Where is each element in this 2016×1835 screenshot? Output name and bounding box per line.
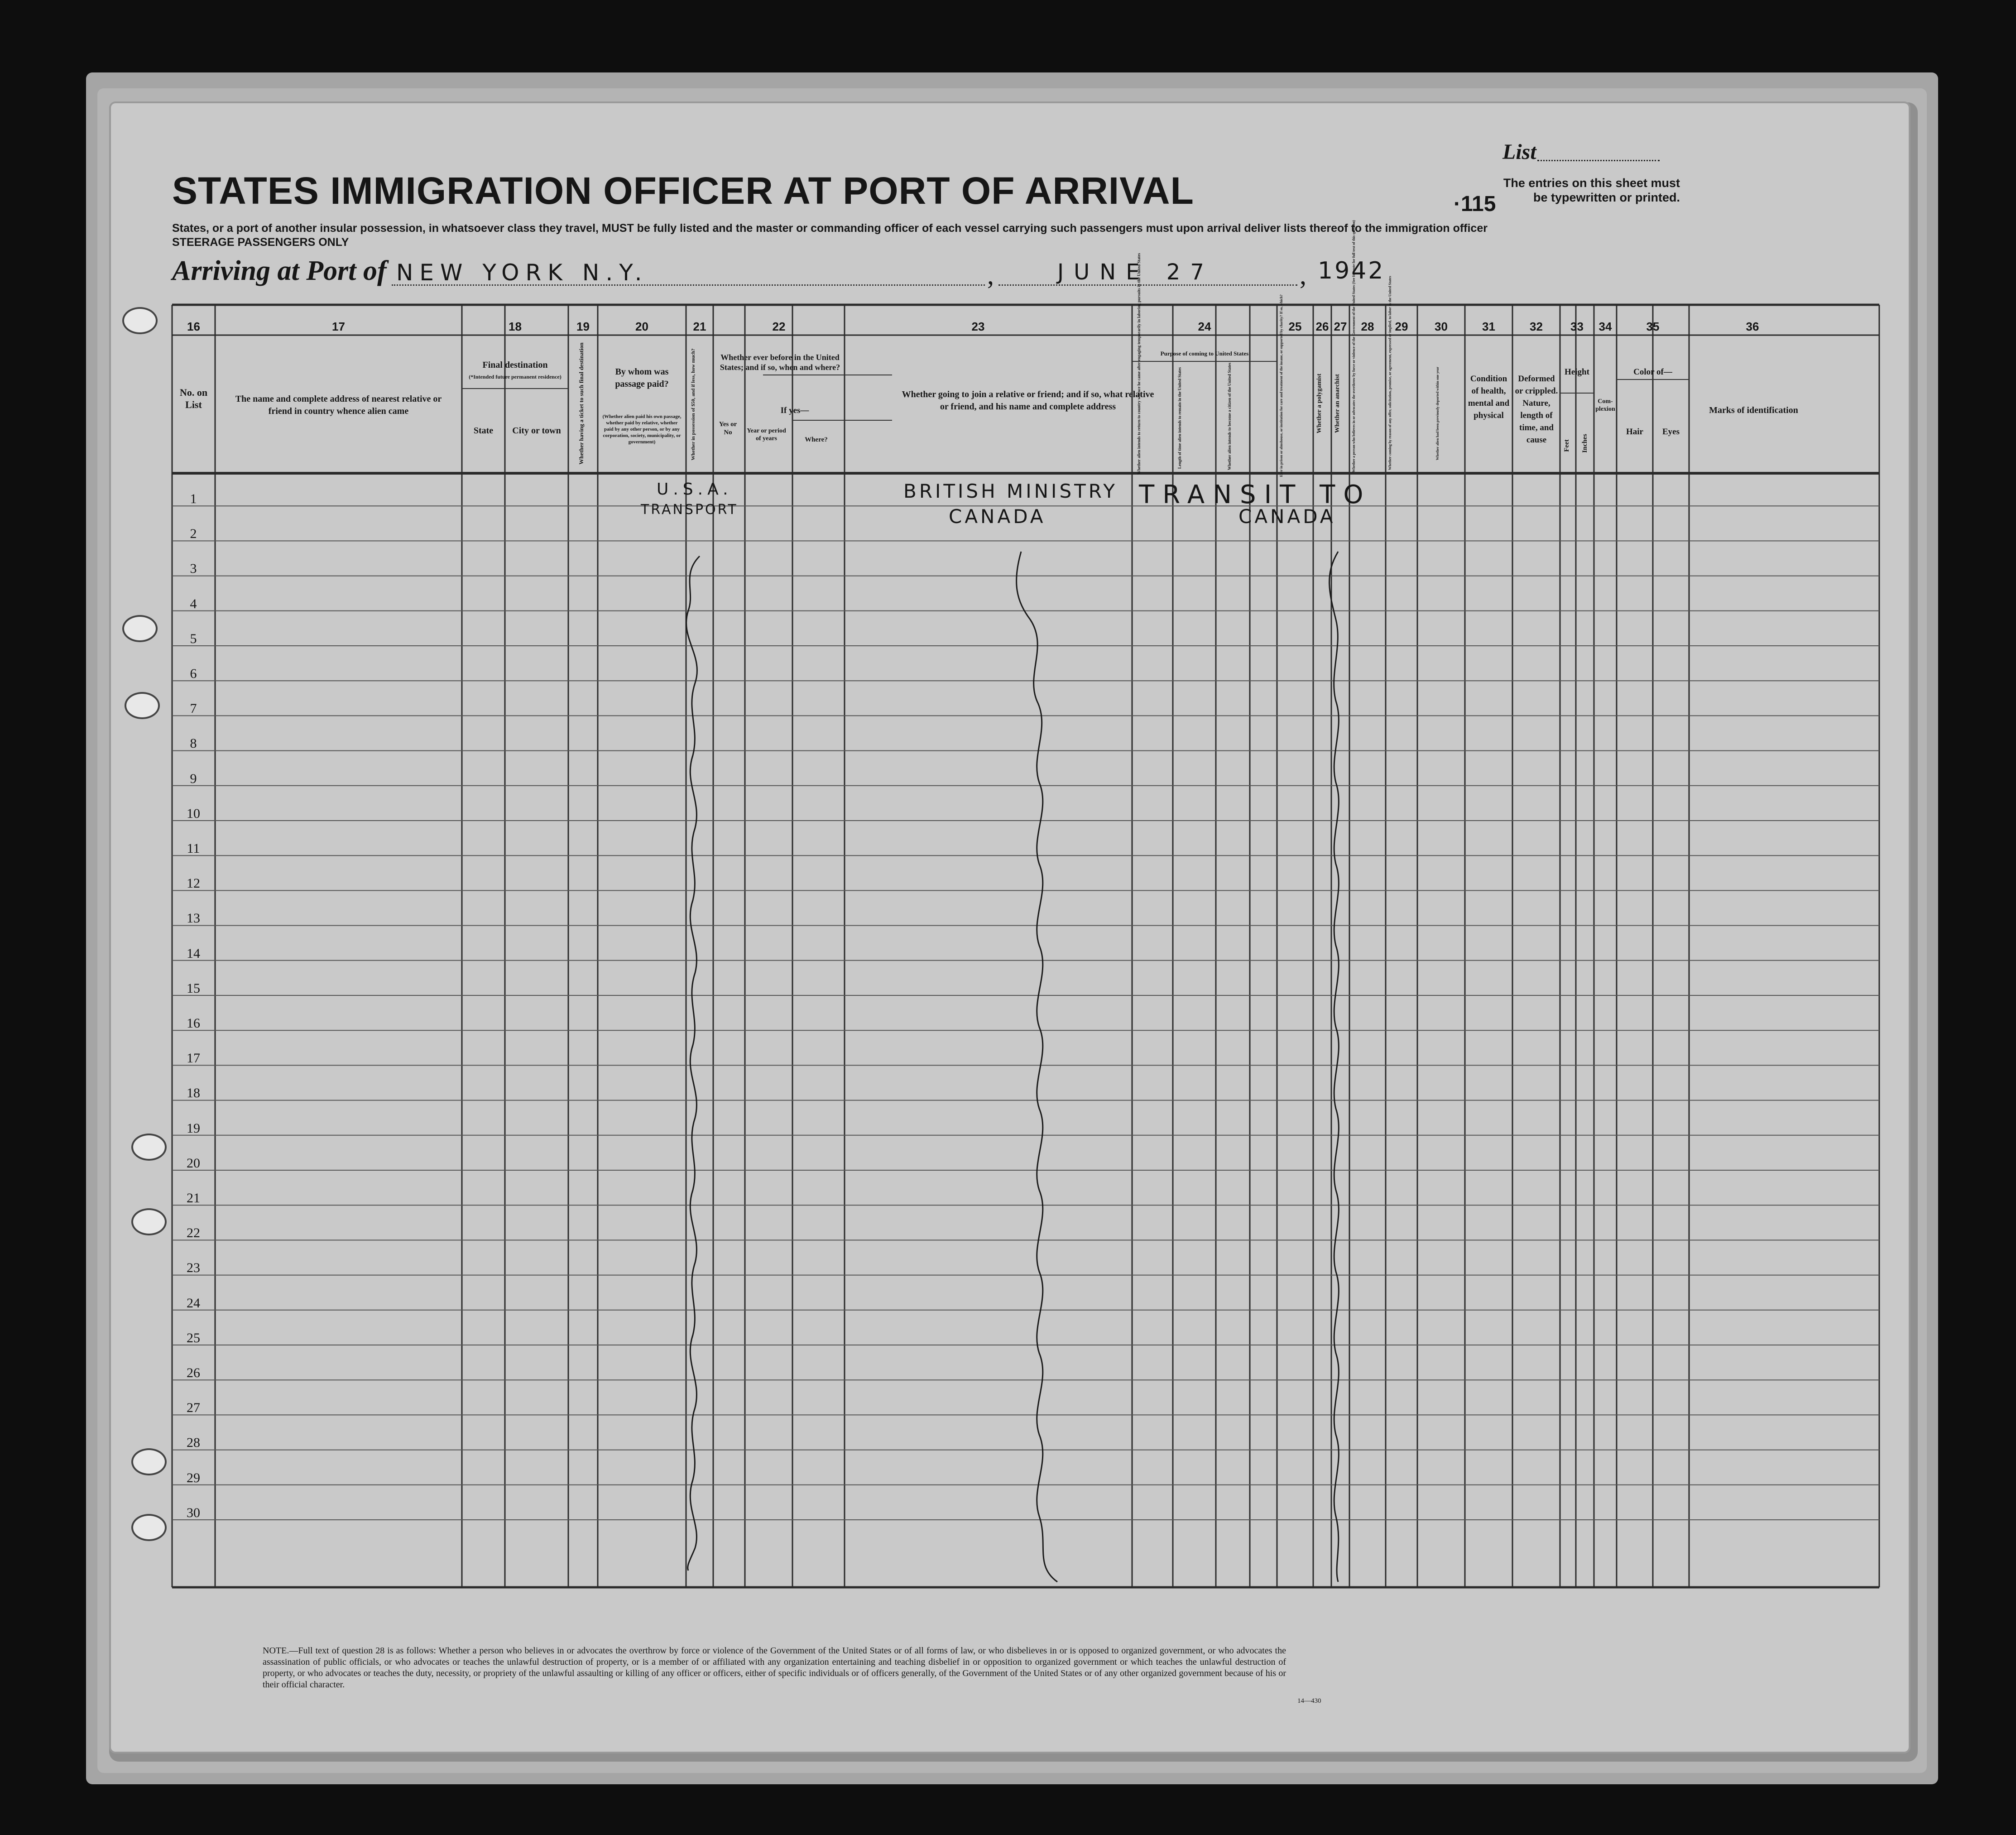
header-complexion: Com-plexion <box>1595 398 1615 413</box>
row-number: 7 <box>190 701 197 716</box>
col-num-29: 29 <box>1395 320 1408 333</box>
row-number: 1 <box>190 491 197 506</box>
header-color-of: Color of— <box>1633 367 1672 377</box>
header-overthrow: Whether a person who believes in or advocates the overthrow by force or violence of the Government of the United States (See footnote for full text of this question) <box>1352 220 1356 472</box>
col-num-26: 26 <box>1315 320 1329 333</box>
manifest-sheet <box>111 103 1909 1752</box>
header-final-destination-note: (*Intended future permanent residence) <box>469 374 562 380</box>
col-num-20: 20 <box>635 320 648 333</box>
row-number: 12 <box>187 876 200 891</box>
header-purpose-citizen: Whether alien intends to become a citizen of the United States <box>1227 362 1232 470</box>
row-number: 18 <box>187 1086 200 1101</box>
form-subtitle: States, or a port of another insular possession, in whatsoever class they travel, MUST be fully listed and the master or commanding officer of each vessel carrying such passengers must upon arrival deliver lists thereof to the immigration officer <box>172 222 1488 235</box>
header-yes-or-no: Yes or No <box>719 421 737 436</box>
col-num-27: 27 <box>1334 320 1347 333</box>
header-offer-labor: Whether coming by reason of any offer, solicitation, promise, or agreement, expressed or implied, to labor in the United States <box>1388 276 1392 470</box>
row-number: 28 <box>187 1435 200 1451</box>
header-health: Condition of health, mental and physical <box>1468 374 1510 420</box>
row-number: 16 <box>187 1016 200 1031</box>
form-number: 14—430 <box>1297 1697 1321 1705</box>
header-year-or-period: Year or period of years <box>747 428 786 442</box>
entry-joining-line2: CANADA <box>949 505 1046 528</box>
list-label: List <box>1502 140 1536 164</box>
col-num-18: 18 <box>509 320 522 333</box>
row-number: 3 <box>190 561 197 576</box>
row-number: 4 <box>190 596 197 611</box>
header-purpose-length: Length of time alien intends to remain in the United States <box>1177 367 1182 469</box>
entry-purpose-line1: TRANSIT TO <box>1139 480 1372 509</box>
header-fifty-dollars: Whether in possession of $50, and if less, how much? <box>691 348 696 461</box>
header-nearest-relative: The name and complete address of nearest relative or friend in country whence alien came <box>235 394 442 416</box>
comma: , <box>1300 260 1306 290</box>
col-num-22: 22 <box>772 320 786 333</box>
header-deported: Whether alien had been previously deported within one year <box>1435 366 1440 461</box>
row-number: 13 <box>187 911 200 926</box>
row-number: 29 <box>187 1470 200 1485</box>
header-polygamist: Whether a polygamist <box>1316 374 1323 433</box>
header-deformed: Deformed or crippled. Nature, length of time, and cause <box>1515 374 1558 445</box>
form-title: STATES IMMIGRATION OFFICER AT PORT OF ARRIVAL <box>172 169 1194 212</box>
header-passage-paid-note: (Whether alien paid his own passage, whether paid by relative, whether paid by any other person, or by any corporation, society, municipality, or government) <box>602 414 682 445</box>
row-number: 25 <box>187 1330 200 1345</box>
sheet-number: ·115 <box>1454 192 1496 216</box>
arriving-label: Arriving at Port of <box>172 255 387 286</box>
col-num-34: 34 <box>1598 320 1612 333</box>
row-number: 27 <box>187 1400 200 1416</box>
row-number: 15 <box>187 980 200 996</box>
row-number: 5 <box>190 631 197 646</box>
port-handwritten: NEW YORK N.Y. <box>396 259 648 286</box>
col-num-17: 17 <box>332 320 345 333</box>
entries-note: The entries on this sheet must be typewritten or printed. <box>1503 176 1680 204</box>
comma: , <box>987 260 994 290</box>
row-number: 17 <box>187 1051 200 1066</box>
row-number: 19 <box>187 1120 200 1136</box>
row-number: 21 <box>187 1191 200 1206</box>
year-handwritten: 1942 <box>1318 257 1385 284</box>
header-height: Height <box>1565 367 1589 377</box>
header-eyes: Eyes <box>1662 427 1680 437</box>
row-number: 9 <box>190 771 197 786</box>
col-num-36: 36 <box>1746 320 1759 333</box>
header-final-destination: Final destination <box>482 360 548 370</box>
header-if-yes: If yes— <box>780 406 809 415</box>
entry-passage-paid-line1: U.S.A. <box>657 480 733 499</box>
col-num-35: 35 <box>1646 320 1660 333</box>
entry-joining-line1: BRITISH MINISTRY <box>903 480 1118 502</box>
header-hair: Hair <box>1626 427 1643 437</box>
col-num-21: 21 <box>693 320 706 333</box>
header-purpose: Purpose of coming to United States <box>1160 350 1249 357</box>
col-num-24: 24 <box>1198 320 1211 333</box>
footnote-question-28: NOTE.—Full text of question 28 is as follows: Whether a person who believes in or advocates the overthrow by force or violence of the Government of the United States or of all forms of law, or who disbelieves in or is opposed to organized government, or who advocates the assassination of public officials, or who advocates or teaches the unlawful destruction of property, or is a member of or affiliated with any organization entertaining and teaching disbelief in or opposition to organized government or which teaches the unlawful destruction of property, or who advocates or teaches the duty, necessity, or propriety of the unlawful assaulting or killing of any officer or officers, either of specific individuals or of officers generally, of the Government of the United States or of any other organized government because of his or their official character. <box>263 1646 1286 1690</box>
col-num-28: 28 <box>1361 320 1374 333</box>
header-prison: Ever in prison or almshouse, or institution for care and treatment of the insane, or supported by charity? If so, which? <box>1279 294 1283 477</box>
header-where: Where? <box>805 436 828 443</box>
header-joining-relative: Whether going to join a relative or friend; and if so, what relative or friend, and his name and complete address <box>902 389 1154 412</box>
header-passage-paid: By whom was passage paid? <box>615 367 669 389</box>
row-number: 10 <box>187 806 200 821</box>
col-num-23: 23 <box>971 320 985 333</box>
row-number: 11 <box>187 841 200 856</box>
col-num-19: 19 <box>576 320 590 333</box>
steerage-label: STEERAGE PASSENGERS ONLY <box>172 236 349 249</box>
col-num-16: 16 <box>187 320 200 333</box>
col-num-30: 30 <box>1435 320 1448 333</box>
header-ticket: Whether having a ticket to such final destination <box>578 342 585 465</box>
row-number: 30 <box>187 1505 200 1520</box>
row-number: 8 <box>190 736 197 751</box>
header-city-or-town: City or town <box>512 426 561 436</box>
col-num-32: 32 <box>1530 320 1543 333</box>
date-handwritten: JUNE 27 <box>1057 259 1214 285</box>
row-number: 24 <box>187 1295 200 1311</box>
header-purpose-return: Whether alien intends to return to country whence he came after engaging temporarily in laboring pursuits in the United States <box>1137 253 1141 475</box>
header-inches: Inches <box>1581 434 1589 453</box>
header-feet: Feet <box>1563 439 1570 452</box>
header-no-on-list: No. on List <box>179 387 208 410</box>
row-number: 22 <box>187 1225 200 1241</box>
entry-purpose-line2: CANADA <box>1238 505 1336 528</box>
manifest-table-grid <box>111 103 1909 1752</box>
row-number: 6 <box>190 666 197 681</box>
row-number: 26 <box>187 1365 200 1380</box>
col-num-33: 33 <box>1570 320 1584 333</box>
col-num-25: 25 <box>1288 320 1302 333</box>
entry-passage-paid-line2: TRANSPORT <box>641 502 738 518</box>
col-num-31: 31 <box>1482 320 1495 333</box>
row-number: 14 <box>187 946 200 961</box>
row-number: 20 <box>187 1155 200 1171</box>
row-number: 2 <box>190 526 197 542</box>
header-state: State <box>473 426 494 436</box>
header-marks-identification: Marks of identification <box>1709 405 1798 415</box>
row-number: 23 <box>187 1260 200 1276</box>
header-ever-before: Whether ever before in the United States; and if so, when and where? <box>720 353 840 372</box>
header-anarchist: Whether an anarchist <box>1334 374 1341 433</box>
